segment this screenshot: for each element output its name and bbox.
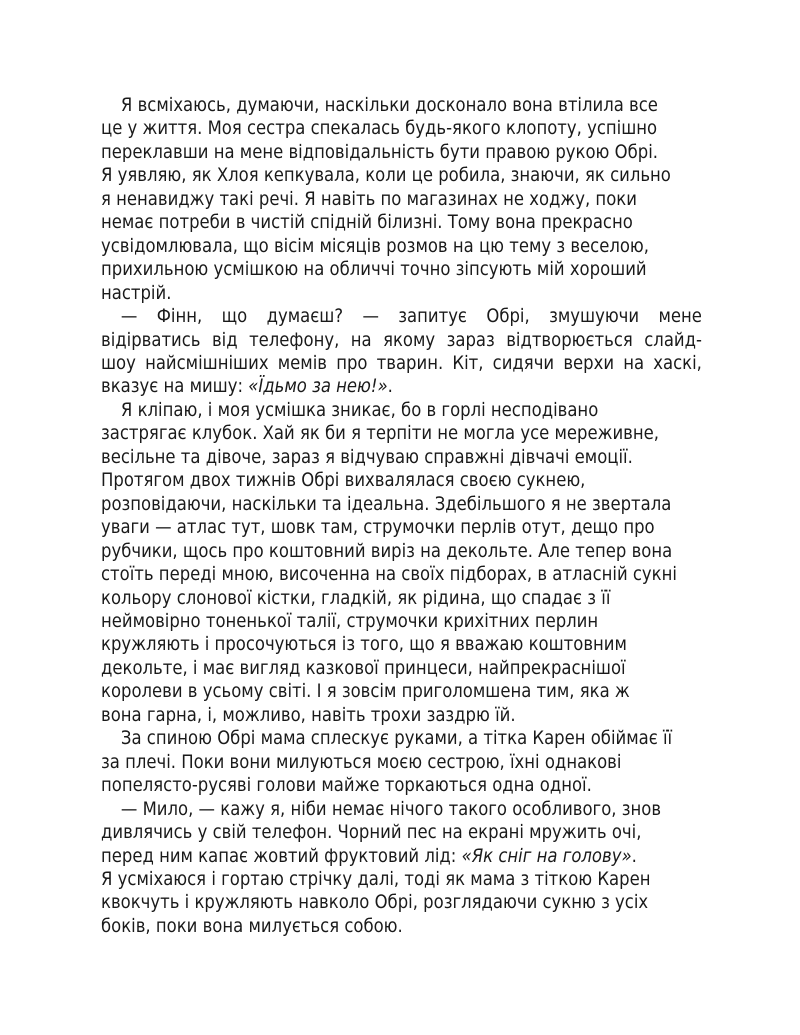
text-line: Я усміхаюся і гортаю стрічку далі, тоді як мама з тіткою Карен [101,868,651,890]
text-line: настрій. [101,282,172,304]
text-line: прихильною усмішкою на обличчі точно зіпсують мій хороший [101,259,647,281]
paragraph-2 [101,305,702,399]
text-line: декольте, і має вигляд казкової принцеси, найпрекраснішої [101,657,626,679]
text-line: За спиною Обрі мама сплескує руками, а тітка Карен обіймає її [120,728,673,750]
paragraph-5 [101,798,702,939]
text-line: квокчуть і кружляють навколо Обрі, розглядаючи сукню з усіх [101,892,649,914]
paragraph-4 [101,727,702,797]
text-line: — Фінн, що думаєш? — запитує Обрі, змушуючи мене [120,306,702,328]
text-line: весільне та дівоче, зараз я відчуваю справжні дівчачі емоції. [101,446,633,468]
text-fragment: вказує на мишу: [101,376,249,398]
text-line: Я всміхаюсь, думаючи, наскільки досконало вона втілила все [120,95,658,116]
text-line: застрягає клубок. Хай як би я терпіти не могла усе мереживне, [101,423,659,445]
text-line: шоу найсмішніших мемів про тварин. Кіт, сидячи верхи на хаскі, [101,352,702,374]
text-line: кольору слонової кістки, гладкій, як рідина, що спадає з її [101,587,611,609]
text-line: дивлячись у свій телефон. Чорний пес на екрані мружить очі, [101,822,642,844]
text-line: за плечі. Поки вони милуються моєю сестрою, їхні однакові [101,751,622,773]
text-line: королеви в усьому світі. І я зовсім приголомшена тим, яка ж [101,681,630,703]
text-line: це у життя. Моя сестра спекалась будь-якого клопоту, успішно [101,118,658,140]
text-line: уваги — атлас тут, шовк там, струмочки перлів отут, дещо про [101,517,655,539]
text-line: переклавши на мене відповідальність бути правою рукою Обрі. [101,141,659,163]
text-line: Я кліпаю, і моя усмішка зникає, бо в горлі несподівано [120,399,599,421]
text-line: Я уявляю, як Хлоя кепкувала, коли це робила, знаючи, як сильно [101,165,671,187]
text-line: вона гарна, і, можливо, навіть трохи заздрю їй. [101,704,516,726]
text-line: немає потреби в чистій спідній білизні. Тому вона прекрасно [101,212,633,234]
text-line: стоїть переді мною, височенна на своїх підборах, в атласній сукні [101,564,677,586]
text-line [101,845,702,868]
text-line [101,375,702,398]
text-line: кружляють і просочуються із того, що я вважаю коштовним [101,634,627,656]
text-line: я ненавиджу такі речі. Я навіть по магазинах не ходжу, поки [101,188,637,210]
text-fragment: . [387,376,393,398]
text-line: усвідомлювала, що вісім місяців розмов на цю тему з веселою, [101,235,650,257]
text-line: попелясто-русяві голови майже торкаються одна одної. [101,775,592,797]
paragraph-3 [101,399,702,727]
italic-quote: «Їдьмо за нею!» [248,376,388,398]
text-line: неймовірно тоненької талії, струмочки крихітних перлин [101,610,599,632]
text-line: розповідаючи, наскільки та ідеальна. Здебільшого я не звертала [101,493,672,515]
paragraph-1 [101,94,702,305]
document-page [101,94,702,938]
text-fragment: перед ним капає жовтий фруктовий лід: [101,845,462,867]
text-line: відірватись від телефону, на якому зараз відтворюється слайд- [101,329,702,351]
italic-quote: «Як сніг на голову» [461,845,632,867]
text-line: рубчики, щось про коштовний виріз на декольте. Але тепер вона [101,540,673,562]
text-line: — Мило, — кажу я, ніби немає нічого такого особливого, знов [120,798,662,820]
text-fragment: . [631,845,637,867]
text-line: боків, поки вона милується собою. [101,915,403,937]
text-line: Протягом двох тижнів Обрі вихвалялася своєю сукнею, [101,470,586,492]
document-body [101,94,702,938]
